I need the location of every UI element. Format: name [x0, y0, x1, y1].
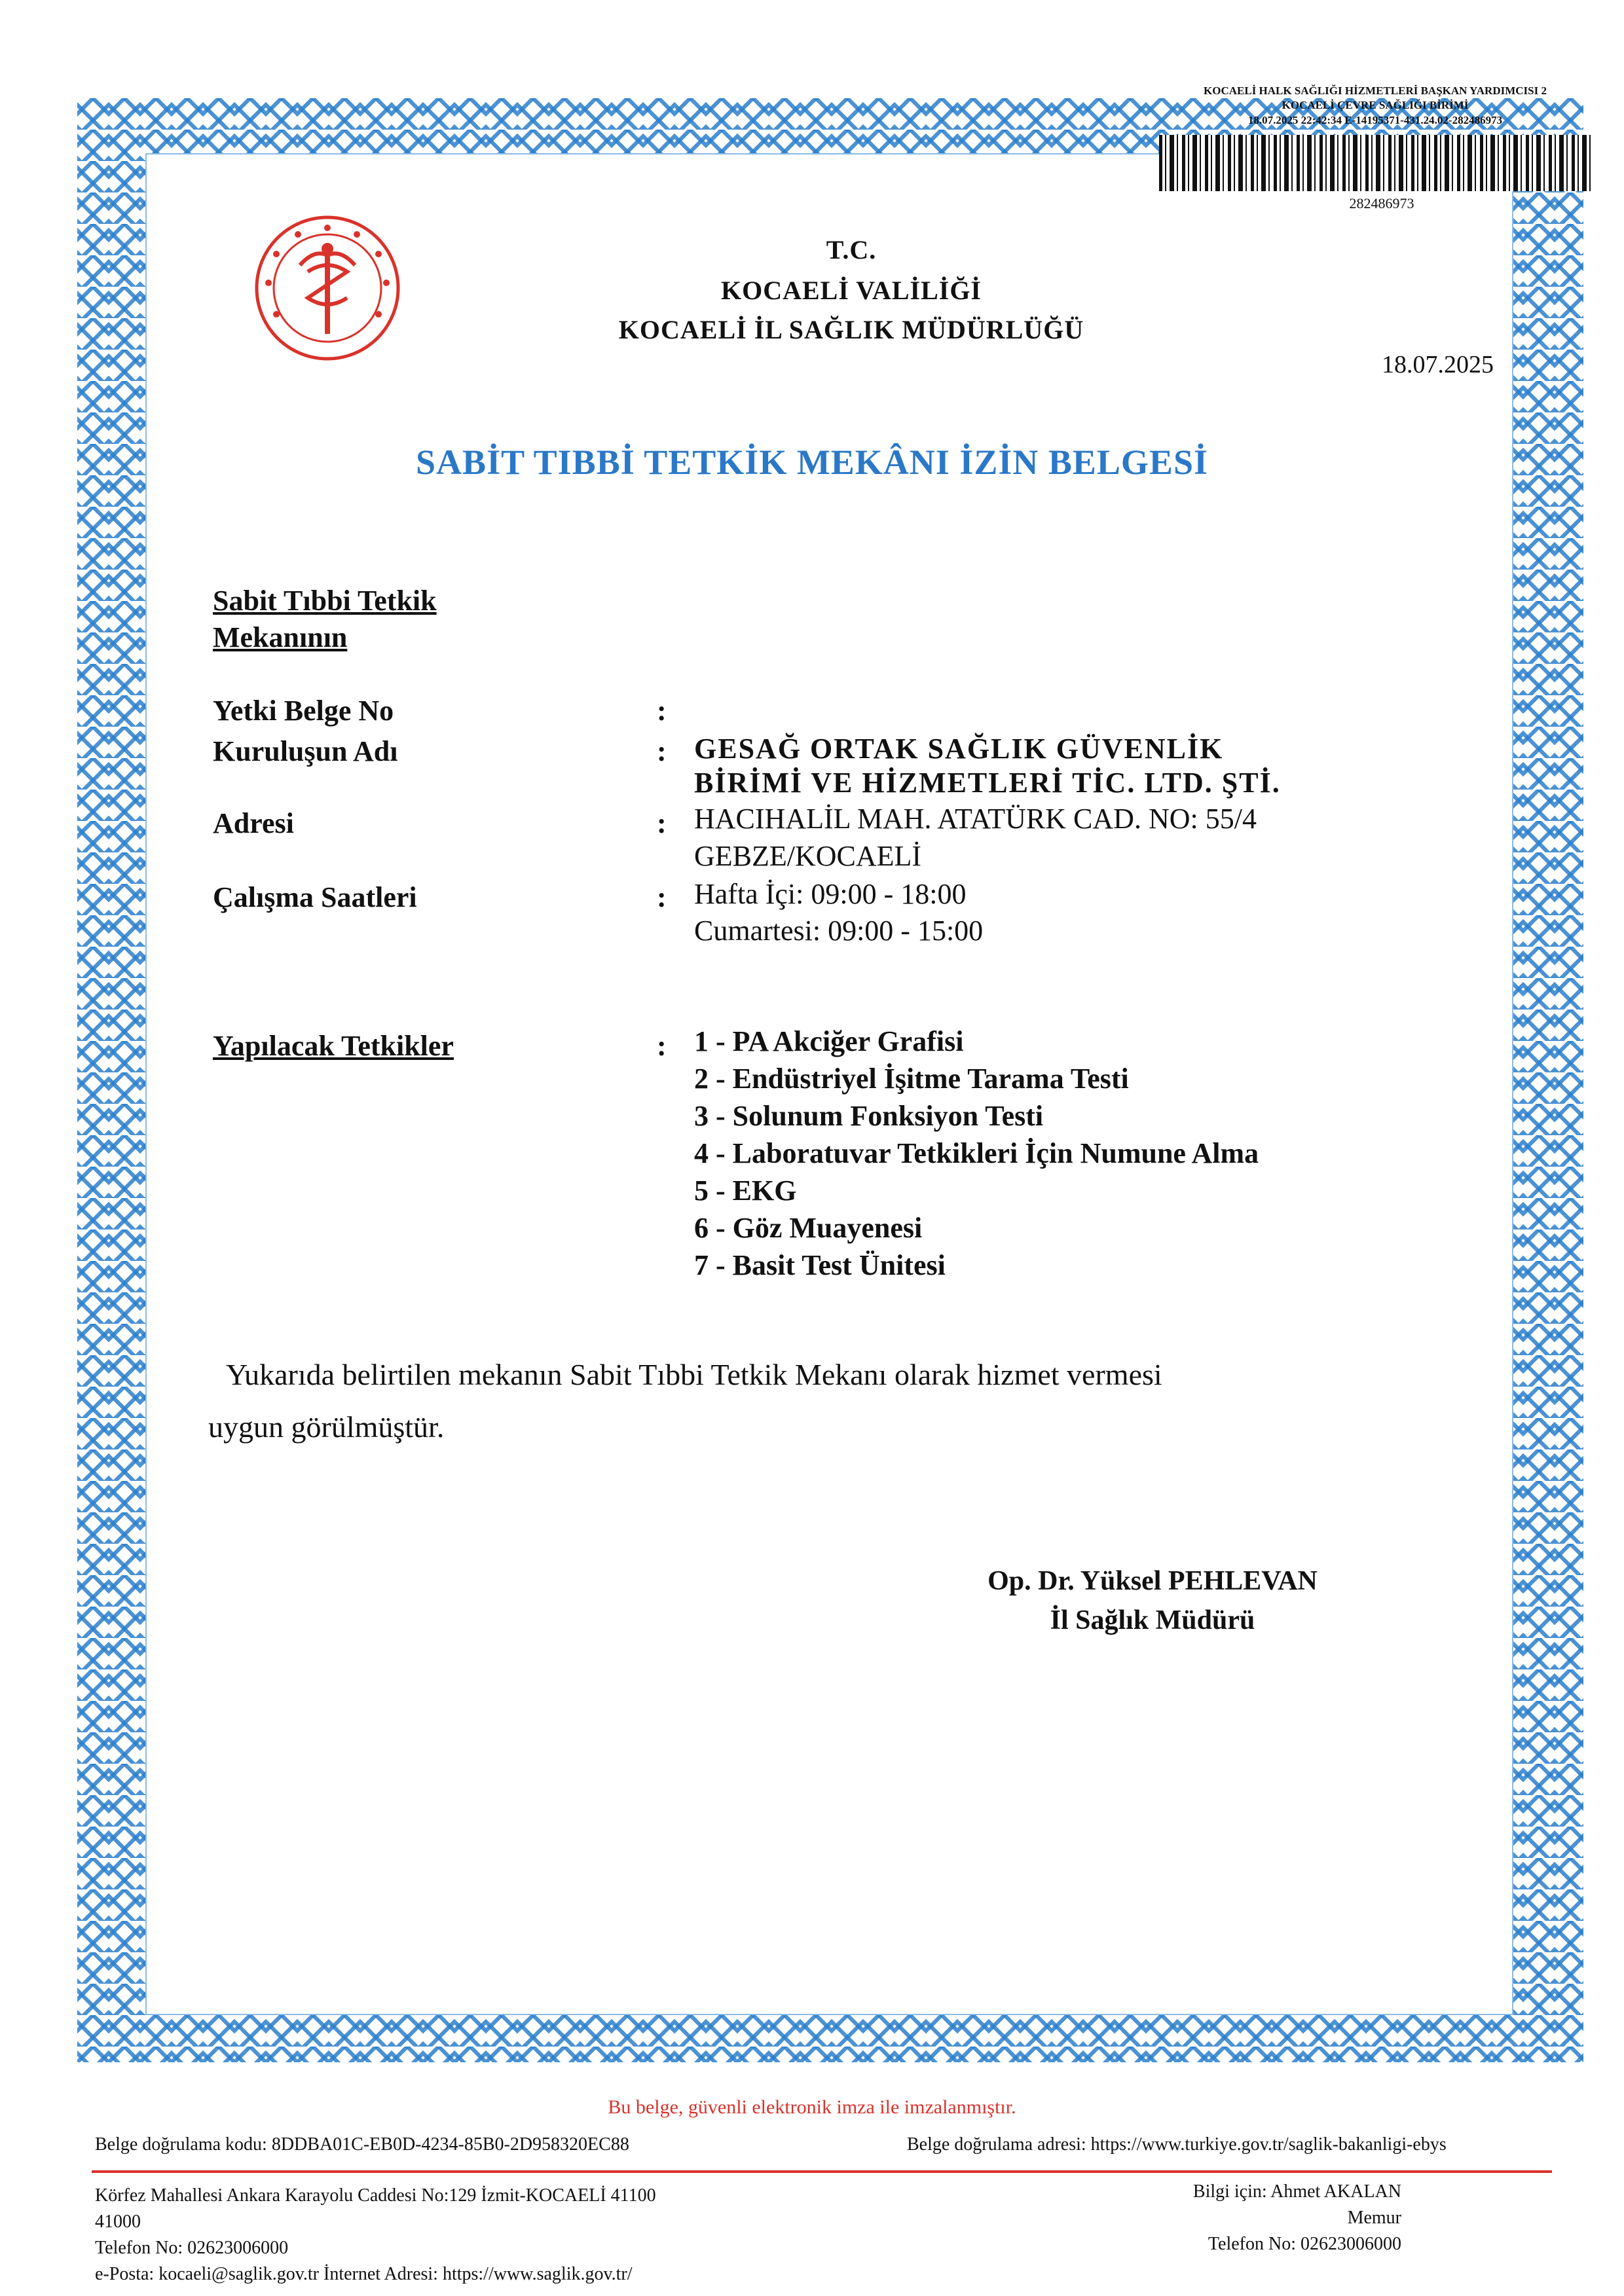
signatory-role: İl Sağlık Müdürü: [1050, 1605, 1255, 1635]
header-tc: T.C.: [826, 235, 877, 264]
stamp-org-line2: KOCAELİ ÇEVRE SAĞLIĞI BİRİMİ: [1282, 99, 1469, 111]
approval-statement-line2: uygun görülmüştür.: [208, 1410, 445, 1444]
exam-list: [694, 1023, 1259, 1284]
header-directorate: KOCAELİ İL SAĞLIK MÜDÜRLÜĞÜ: [618, 315, 1084, 344]
list-item: 5 - EKG: [694, 1175, 797, 1207]
license-no-colon: :: [657, 695, 667, 727]
footer-address-line2: 41000: [95, 2212, 141, 2232]
address-line1: HACIHALİL MAH. ATATÜRK CAD. NO: 55/4: [694, 803, 1257, 835]
address-line2: GEBZE/KOCAELİ: [694, 840, 922, 872]
barcode: [1159, 135, 1591, 191]
verify-code: Belge doğrulama kodu: 8DDBA01C-EB0D-4234-85B0-2D958320EC88: [95, 2134, 629, 2155]
address-colon: :: [657, 807, 667, 839]
list-item: 2 - Endüstriyel İşitme Tarama Testi: [694, 1063, 1129, 1095]
list-item: 1 - PA Akciğer Grafisi: [694, 1025, 964, 1057]
section-heading-line2: Mekanının: [213, 621, 348, 653]
header-governorship: KOCAELİ VALİLİĞİ: [721, 276, 982, 305]
footer-phone: Telefon No: 02623006000: [95, 2238, 289, 2258]
exams-colon: :: [657, 1030, 667, 1062]
org-name-line1: GESAĞ ORTAK SAĞLIK GÜVENLİK: [694, 733, 1224, 765]
stamp-doc-line: 18.07.2025 22:42:34 E-14195371-431.24.02-282486973: [1247, 114, 1503, 126]
document-title: SABİT TIBBİ TETKİK MEKÂNI İZİN BELGESİ: [416, 443, 1208, 482]
org-name-label: Kuruluşun Adı: [213, 735, 398, 767]
info-title: Memur: [1347, 2208, 1401, 2228]
barcode-number: 282486973: [1349, 195, 1414, 211]
footer-address-line1: Körfez Mahallesi Ankara Karayolu Caddesi No:129 İzmit-KOCAELİ 41100: [95, 2185, 656, 2206]
hours-saturday: Cumartesi: 09:00 - 15:00: [694, 915, 984, 947]
org-name-line2: BİRİMİ VE HİZMETLERİ TİC. LTD. ŞTİ.: [694, 767, 1281, 799]
info-phone: Telefon No: 02623006000: [1208, 2234, 1401, 2254]
stamp-org-line1: KOCAELİ HALK SAĞLIĞI HİZMETLERİ BAŞKAN YARDIMCISI 2: [1204, 84, 1547, 97]
org-name-colon: :: [657, 735, 667, 767]
hours-weekday: Hafta İçi: 09:00 - 18:00: [694, 878, 967, 910]
list-item: 7 - Basit Test Ünitesi: [694, 1249, 946, 1281]
footer-divider: [92, 2170, 1552, 2173]
list-item: 3 - Solunum Fonksiyon Testi: [694, 1100, 1044, 1132]
license-no-label: Yetki Belge No: [213, 695, 394, 727]
approval-statement-line1: Yukarıda belirtilen mekanın Sabit Tıbbi Tetkik Mekanı olarak hizmet vermesi: [226, 1358, 1162, 1391]
footer-email-web[interactable]: e-Posta: kocaeli@saglik.gov.tr İnternet Adresi: https://www.saglik.gov.tr/: [95, 2264, 633, 2284]
address-label: Adresi: [213, 807, 294, 839]
list-item: 6 - Göz Muayenesi: [694, 1212, 923, 1244]
document-date: 18.07.2025: [1382, 351, 1494, 378]
exams-label: Yapılacak Tetkikler: [213, 1030, 454, 1062]
verify-address-link[interactable]: Belge doğrulama adresi: https://www.turkiye.gov.tr/saglik-bakanligi-ebys: [907, 2134, 1447, 2155]
info-contact: Bilgi için: Ahmet AKALAN: [1192, 2181, 1401, 2202]
section-heading-line1: Sabit Tıbbi Tetkik: [213, 585, 437, 617]
hours-colon: :: [657, 881, 667, 913]
signatory-name: Op. Dr. Yüksel PEHLEVAN: [987, 1566, 1318, 1596]
hours-label: Çalışma Saatleri: [213, 881, 417, 913]
ministry-seal-logo: [223, 210, 432, 373]
esign-notice: Bu belge, güvenli elektronik imza ile imzalanmıştır.: [608, 2096, 1016, 2118]
list-item: 4 - Laboratuvar Tetkikleri İçin Numune Alma: [694, 1137, 1259, 1169]
